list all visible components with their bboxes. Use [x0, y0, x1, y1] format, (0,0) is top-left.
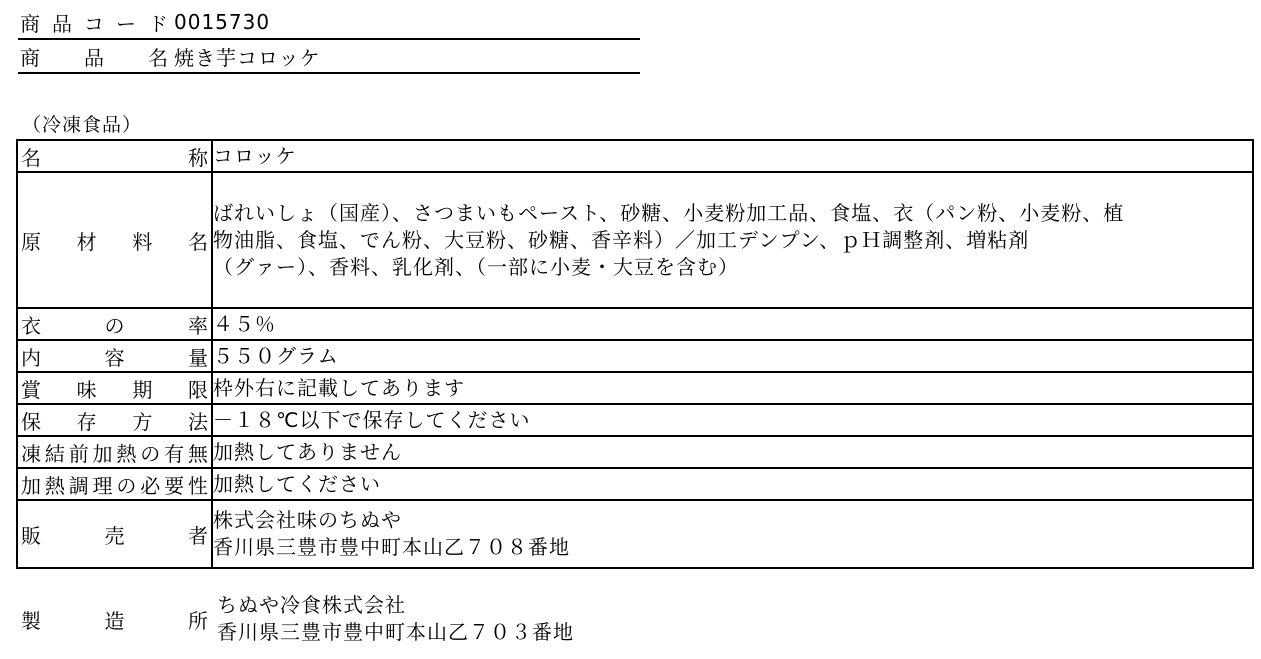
row-value-line: －１８℃以下で保存してください	[213, 407, 531, 432]
label-char: 限	[187, 377, 208, 402]
row-value-line: 香川県三豊市豊中町本山乙７０８番地	[213, 535, 570, 559]
label-char: 容	[104, 345, 125, 370]
row-value-line: ４５％	[213, 311, 276, 336]
row-label	[18, 406, 211, 435]
label-char: 者	[188, 523, 208, 548]
row-value-line: 物油脂、食塩、でん粉、大豆粉、砂糖、香辛料）／加工デンプン、ｐＨ調整剤、増粘剤	[213, 227, 1030, 252]
table-row	[17, 404, 1253, 436]
label-char: 名	[148, 45, 168, 70]
row-value-line: ばれいしょ（国産）、さつまいもペースト、砂糖、小麦粉加工品、食塩、衣（パン粉、小麦粉、植	[213, 200, 1125, 225]
label-char: 売	[104, 523, 125, 548]
label-char: の	[140, 441, 161, 466]
row-label	[18, 342, 211, 371]
row-label-cell	[17, 308, 212, 340]
label-char: 性	[187, 473, 208, 498]
table-row	[17, 308, 1253, 340]
table-row	[17, 372, 1253, 404]
label-char: 存	[76, 409, 97, 434]
label-char: コ	[84, 11, 104, 36]
product-info-table	[16, 139, 1254, 569]
label-char: 有	[164, 441, 185, 466]
row-label-cell	[17, 436, 212, 468]
row-label-cell	[17, 500, 212, 568]
table-row	[17, 340, 1253, 372]
row-label	[18, 226, 211, 255]
label-char: ー	[116, 11, 136, 36]
label-char: 結	[44, 441, 65, 466]
row-value-line: コロッケ	[213, 143, 297, 168]
table-row	[17, 468, 1253, 500]
row-label	[18, 142, 211, 171]
product-code-line	[18, 6, 640, 40]
label-char: 内	[21, 345, 41, 370]
label-char: 保	[21, 409, 41, 434]
label-char: 販	[21, 523, 41, 548]
row-value-cell	[212, 436, 1253, 468]
label-char: の	[104, 313, 125, 338]
manufacturer-label	[18, 605, 211, 634]
label-char: 率	[188, 313, 208, 338]
row-value-line: 枠外右に記載してあります	[213, 375, 465, 400]
table-row	[17, 436, 1253, 468]
row-label-cell	[17, 340, 212, 372]
manufacturer-value-line: 香川県三豊市豊中町本山乙７０３番地	[217, 620, 574, 644]
label-char: 期	[132, 377, 153, 402]
label-char: ド	[148, 11, 168, 36]
label-char: 加	[21, 473, 41, 498]
label-char: 調	[68, 473, 89, 498]
row-label	[18, 310, 211, 339]
row-value-line: ５５０グラム	[213, 343, 339, 368]
row-value-line: 加熱してありません	[213, 439, 402, 464]
row-value-cell	[212, 468, 1253, 500]
label-char: 方	[132, 409, 153, 434]
label-char: 量	[188, 345, 208, 370]
product-name-value: 焼き芋コロッケ	[174, 45, 321, 70]
row-value-cell	[212, 404, 1253, 436]
row-value-line: 加熱してください	[213, 471, 381, 496]
manufacturer-value	[211, 589, 574, 649]
label-char: 商	[20, 11, 40, 36]
row-value-cell	[212, 372, 1253, 404]
row-label	[18, 520, 211, 549]
label-char: 称	[188, 145, 208, 170]
label-char: 材	[76, 229, 97, 254]
label-char: 名	[21, 145, 41, 170]
category-text: （冷凍食品）	[22, 114, 143, 136]
label-char: 熱	[116, 441, 137, 466]
row-label	[18, 374, 211, 403]
row-value-line: （グァー）、香料、乳化剤、（一部に小麦・大豆を含む）	[213, 254, 739, 279]
product-code-label	[20, 8, 168, 37]
label-char: 理	[92, 473, 113, 498]
label-char: 製	[21, 608, 41, 633]
label-char: 名	[187, 229, 208, 254]
product-name-line	[18, 40, 640, 74]
row-label-cell	[17, 140, 212, 172]
label-char: 所	[188, 608, 208, 633]
table-row	[17, 140, 1253, 172]
table-row	[17, 500, 1253, 568]
label-char: 造	[104, 608, 125, 633]
label-char: 味	[76, 377, 97, 402]
label-char: 料	[132, 229, 153, 254]
row-label	[18, 438, 211, 467]
label-char: 無	[187, 441, 208, 466]
label-char: 原	[21, 229, 41, 254]
row-value-cell	[212, 500, 1253, 568]
manufacturer-section	[18, 589, 1254, 649]
label-char: 加	[92, 441, 113, 466]
label-char: 衣	[21, 313, 41, 338]
label-char: 品	[84, 45, 104, 70]
row-value-cell	[212, 308, 1253, 340]
row-value-cell	[212, 340, 1253, 372]
label-char: 凍	[21, 441, 41, 466]
label-char: 法	[187, 409, 208, 434]
label-char: 要	[164, 473, 185, 498]
row-label-cell	[17, 172, 212, 308]
row-label	[18, 470, 211, 499]
row-label-cell	[17, 468, 212, 500]
product-info-table-body	[17, 140, 1253, 568]
table-row	[17, 172, 1253, 308]
product-name-label	[20, 42, 168, 71]
label-char: 賞	[21, 377, 41, 402]
product-code-value: 0015730	[174, 10, 271, 34]
row-value-cell	[212, 140, 1253, 172]
label-char: 商	[20, 45, 40, 70]
label-char: の	[116, 473, 137, 498]
manufacturer-value-line: ちぬや冷食株式会社	[217, 593, 406, 617]
row-label-cell	[17, 372, 212, 404]
label-char: 前	[68, 441, 89, 466]
row-value-line: 株式会社味のちぬや	[213, 508, 402, 532]
label-char: 熱	[44, 473, 65, 498]
label-char: 必	[140, 473, 161, 498]
label-char: 品	[52, 11, 72, 36]
manufacturer-label-cell	[18, 589, 211, 649]
row-value-cell	[212, 172, 1253, 308]
row-label-cell	[17, 404, 212, 436]
